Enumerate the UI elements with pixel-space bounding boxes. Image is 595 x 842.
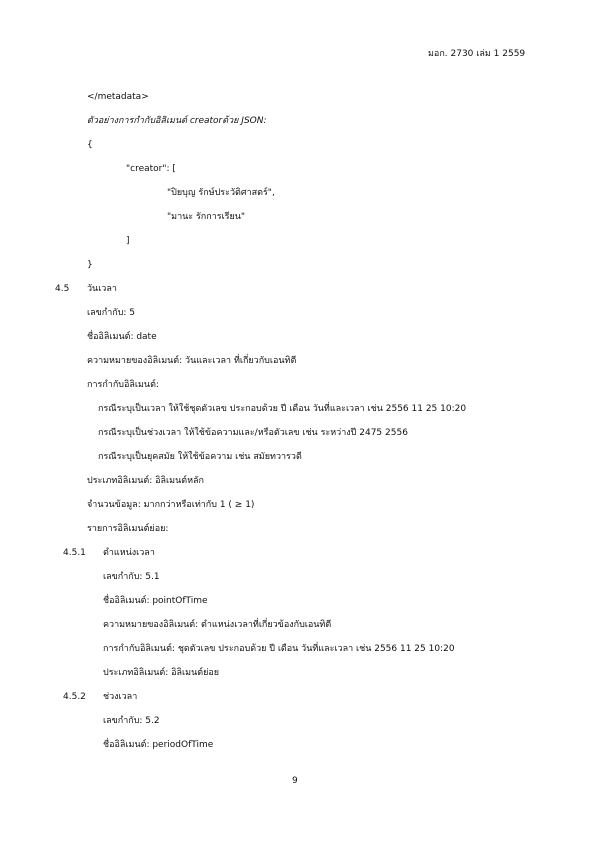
data-count: จำนวนข้อมูล: มากกว่าหรือเท่ากับ 1 ( ≥ 1) — [87, 500, 255, 510]
sub-element-list: รายการอิลิเมนต์ย่อย: — [87, 524, 169, 534]
subsection-type: ประเภทอิลิเมนต์: อิลิเมนต์ย่อย — [103, 668, 220, 678]
json-brace-open: { — [87, 140, 93, 150]
page-number: 9 — [292, 776, 298, 786]
section-number: 4.5 — [55, 284, 70, 294]
labeling-rule-1: กรณีระบุเป็นเวลา ให้ใช้ชุดตัวเลข ประกอบด้วย ปี เดือน วันที่และเวลา เช่น 2556 11 25 10:20 — [98, 404, 467, 414]
json-value-2: "มานะ รักการเรียน" — [167, 212, 246, 222]
metadata-closing-tag: </metadata> — [87, 92, 149, 102]
labeling-rule-3: กรณีระบุเป็นยุคสมัย ให้ใช้ข้อความ เช่น สมัยทวารวดี — [98, 452, 302, 462]
json-value-1: "ปิยบุญ รักษ์ประวัติศาสตร์", — [167, 188, 275, 198]
subsection-element-name: ชื่ออิลิเมนต์: pointOfTime — [103, 596, 208, 606]
section-title: วันเวลา — [87, 284, 117, 294]
labeling-rule-2: กรณีระบุเป็นช่วงเวลา ให้ใช้ข้อความและ/หรือตัวเลข เช่น ระหว่างปี 2475 2556 — [98, 428, 408, 438]
json-brace-close: } — [87, 260, 93, 270]
standard-reference: มอก. 2730 เล่ม 1 2559 — [428, 49, 526, 59]
example-caption: ตัวอย่างการกำกับอิลิเมนต์ creatorด้วย JSON: — [87, 116, 267, 126]
subsection-sequence: เลขกำกับ: 5.1 — [103, 572, 160, 582]
element-labeling: การกำกับอิลิเมนต์: — [87, 380, 159, 390]
subsection-labeling: การกำกับอิลิเมนต์: ชุดตัวเลข ประกอบด้วย ปี เดือน วันที่และเวลา เช่น 2556 11 25 10:20 — [103, 644, 455, 654]
sequence-number: เลขกำกับ: 5 — [87, 308, 136, 318]
subsection-title: ตำแหน่งเวลา — [103, 548, 155, 558]
element-type: ประเภทอิลิเมนต์: อิลิเมนต์หลัก — [87, 476, 204, 486]
json-bracket-close: ] — [126, 236, 130, 246]
subsection-title: ช่วงเวลา — [103, 692, 138, 702]
subsection-element-name: ชื่ออิลิเมนต์: periodOfTime — [103, 740, 214, 750]
subsection-number: 4.5.2 — [63, 692, 86, 702]
subsection-number: 4.5.1 — [63, 548, 86, 558]
subsection-meaning: ความหมายของอิลิเมนต์: ตำแหน่งเวลาที่เกี่ยวข้องกับเอนทิตี — [103, 620, 332, 630]
json-key-line: "creator": [ — [126, 164, 176, 174]
element-meaning: ความหมายของอิลิเมนต์: วันและเวลา ที่เกี่ยวกับเอนทิตี — [87, 356, 297, 366]
element-name: ชื่ออิลิเมนต์: date — [87, 332, 157, 342]
subsection-sequence: เลขกำกับ: 5.2 — [103, 716, 160, 726]
